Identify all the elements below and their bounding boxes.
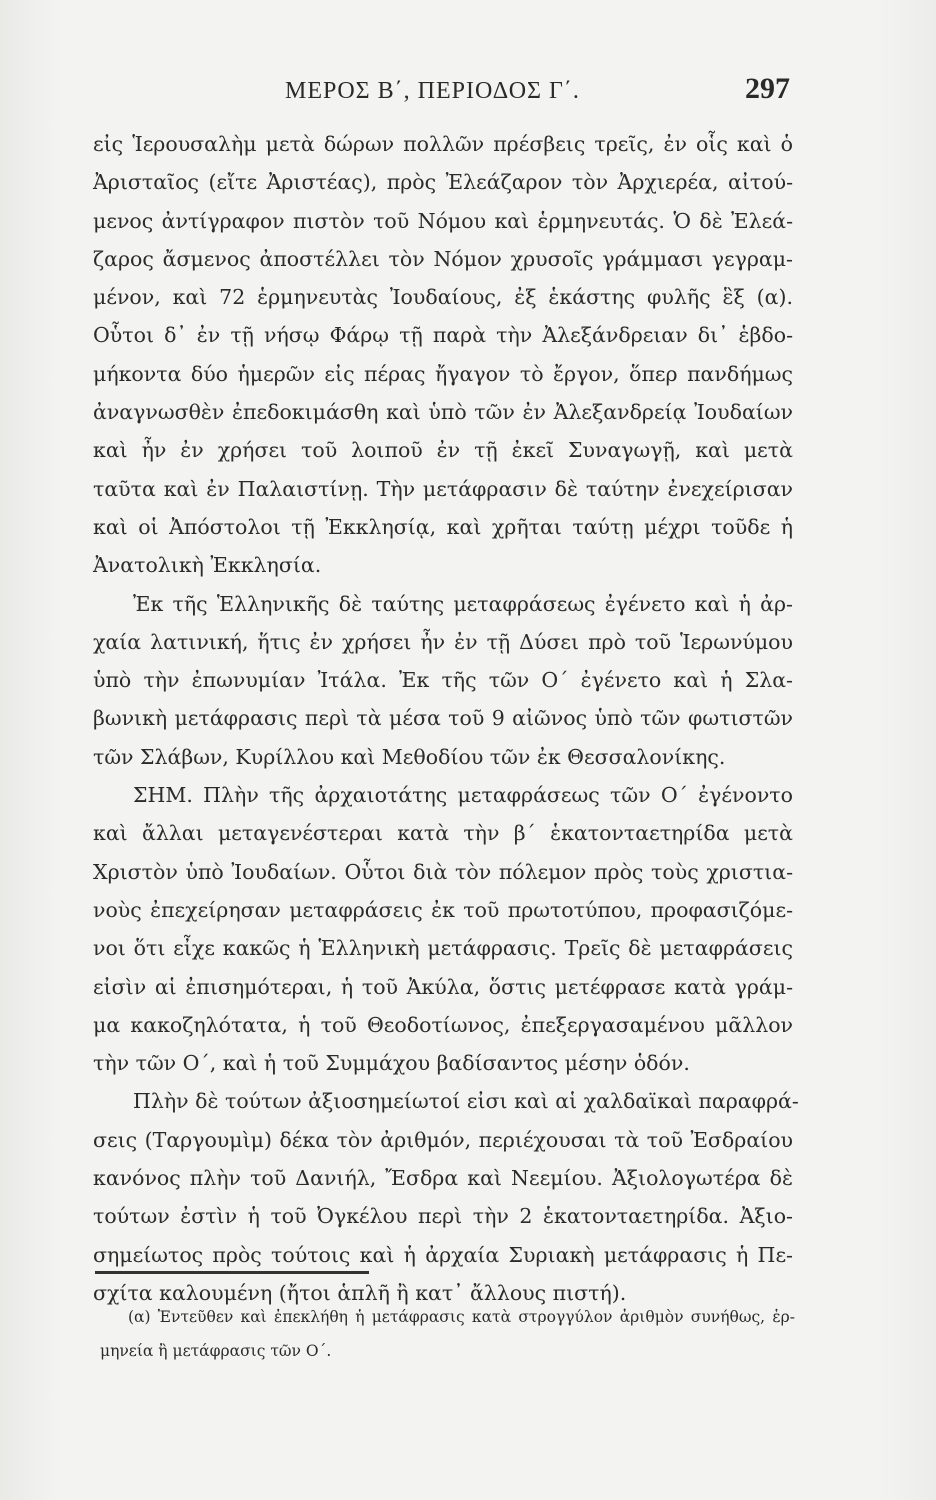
text-line: χαία λατινική, ἥτις ἐν χρήσει ἦν ἐν τῇ Δύσει πρὸ τοῦ Ἱερωνύμου [93, 629, 793, 654]
text-line: Χριστὸν ὑπὸ Ἰουδαίων. Οὗτοι διὰ τὸν πόλεμον πρὸς τοὺς χριστια- [93, 859, 793, 884]
paragraph-start: Ἐκ τῆς Ἑλληνικῆς δὲ ταύτης μεταφράσεως ἐγένετο καὶ ἡ ἀρ- [133, 591, 793, 616]
text-line: σχίτα καλουμένη (ἤτοι ἁπλῆ ἢ κατ᾽ ἄλλους πιστή). [93, 1280, 627, 1305]
text-line: εἰσὶν αἱ ἐπισημότεραι, ἡ τοῦ Ἀκύλα, ὅστις μετέφρασε κατὰ γράμ- [93, 974, 793, 999]
note-paragraph-start: ΣΗΜ. Πλὴν τῆς ἀρχαιοτάτης μεταφράσεως τῶν Ο΄ ἐγένοντο [133, 783, 793, 808]
text-line: Ἀρισταῖος (εἴτε Ἀριστέας), πρὸς Ἐλεάζαρον τὸν Ἀρχιερέα, αἰτού- [93, 170, 793, 195]
page-number: 297 [745, 72, 790, 105]
text-line: τὴν τῶν Ο΄, καὶ ἡ τοῦ Συμμάχου βαδίσαντος μέσην ὁδόν. [93, 1051, 690, 1076]
body-text [93, 125, 799, 1312]
text-line: σεις (Ταργουμὶμ) δέκα τὸν ἀριθμόν, περιέχουσαι τὰ τοῦ Ἐσδραίου [93, 1127, 793, 1152]
text-line: εἰς Ἱερουσαλὴμ μετὰ δώρων πολλῶν πρέσβεις τρεῖς, ἐν οἷς καὶ ὁ [93, 132, 793, 156]
text-line: μα κακοζηλότατα, ἡ τοῦ Θεοδοτίωνος, ἐπεξεργασαμένου μᾶλλον [93, 1012, 793, 1037]
text-line: τούτων ἐστὶν ἡ τοῦ Ὀγκέλου περὶ τὴν 2 ἑκατονταετηρίδα. Ἀξιο- [93, 1204, 793, 1229]
text-line: βωνικὴ μετάφρασις περὶ τὰ μέσα τοῦ 9 αἰῶνος ὑπὸ τῶν φωτιστῶν [93, 706, 793, 731]
text-line: καὶ ἦν ἐν χρήσει τοῦ λοιποῦ ἐν τῇ ἐκεῖ Συναγωγῇ, καὶ μετὰ [93, 438, 793, 463]
text-line: ζαρος ἄσμενος ἀποστέλλει τὸν Νόμον χρυσοῖς γράμμασι γεγραμ- [93, 246, 793, 271]
text-line: μήκοντα δύο ἡμερῶν εἰς πέρας ἤγαγον τὸ ἔργον, ὅπερ πανδήμως [93, 361, 793, 386]
text-line: νοὺς ἐπεχείρησαν μεταφράσεις ἐκ τοῦ πρωτοτύπου, προφασιζόμε- [93, 897, 793, 922]
text-line: ἀναγνωσθὲν ἐπεδοκιμάσθη καὶ ὑπὸ τῶν ἐν Ἀλεξανδρείᾳ Ἰουδαίων [93, 400, 793, 425]
text-line: καὶ οἱ Ἀπόστολοι τῇ Ἐκκλησίᾳ, καὶ χρῆται ταύτῃ μέχρι τοῦδε ἡ [93, 514, 793, 539]
running-head: ΜΕΡΟΣ Β΄, ΠΕΡΙΟΔΟΣ Γ΄. [285, 78, 580, 104]
text-line: κανόνος πλὴν τοῦ Δανιήλ, Ἔσδρα καὶ Νεεμίου. Ἀξιολογωτέρα δὲ [93, 1166, 793, 1191]
text-line: Οὗτοι δ᾽ ἐν τῇ νήσῳ Φάρῳ τῇ παρὰ τὴν Ἀλεξάνδρειαν δι᾽ ἑβδο- [93, 323, 793, 348]
page-header [90, 70, 790, 110]
text-line: μένον, καὶ 72 ἑρμηνευτὰς Ἰουδαίους, ἐξ ἑκάστης φυλῆς ἓξ (α). [93, 285, 793, 310]
text-line: Ἀνατολικὴ Ἐκκλησία. [93, 553, 322, 578]
text-line: ὑπὸ τὴν ἐπωνυμίαν Ἰτάλα. Ἐκ τῆς τῶν Ο΄ ἐγένετο καὶ ἡ Σλα- [93, 668, 793, 693]
text-line: μενος ἀντίγραφον πιστὸν τοῦ Νόμου καὶ ἑρμηνευτάς. Ὁ δὲ Ἐλεά- [93, 208, 793, 233]
text-line: καὶ ἄλλαι μεταγενέστεραι κατὰ τὴν β΄ ἑκατονταετηρίδα μετὰ [93, 821, 793, 846]
footnote-line: μηνεία ἢ μετάφρασις τῶν Ο΄. [100, 1342, 332, 1360]
footnote [100, 1300, 795, 1368]
text-line: νοι ὅτι εἶχε κακῶς ἡ Ἑλληνικὴ μετάφρασις. Τρεῖς δὲ μεταφράσεις [93, 936, 793, 961]
paragraph-start: Πλὴν δὲ τούτων ἀξιοσημείωτοί εἰσι καὶ αἱ χαλδαϊκαὶ παραφρά- [133, 1089, 799, 1114]
footnote-rule [95, 1271, 369, 1274]
text-line: τῶν Σλάβων, Κυρίλλου καὶ Μεθοδίου τῶν ἐκ Θεσσαλονίκης. [93, 744, 726, 769]
text-line: σημείωτος πρὸς τούτοις καὶ ἡ ἀρχαία Συριακὴ μετάφρασις ἡ Πε- [93, 1242, 793, 1267]
text-line: ταῦτα καὶ ἐν Παλαιστίνῃ. Τὴν μετάφρασιν δὲ ταύτην ἐνεχείρισαν [93, 476, 793, 501]
footnote-line: (α) Ἐντεῦθεν καὶ ἐπεκλήθη ἡ μετάφρασις κατὰ στρογγύλον ἀριθμὸν συνήθως, ἑρ- [128, 1308, 795, 1326]
